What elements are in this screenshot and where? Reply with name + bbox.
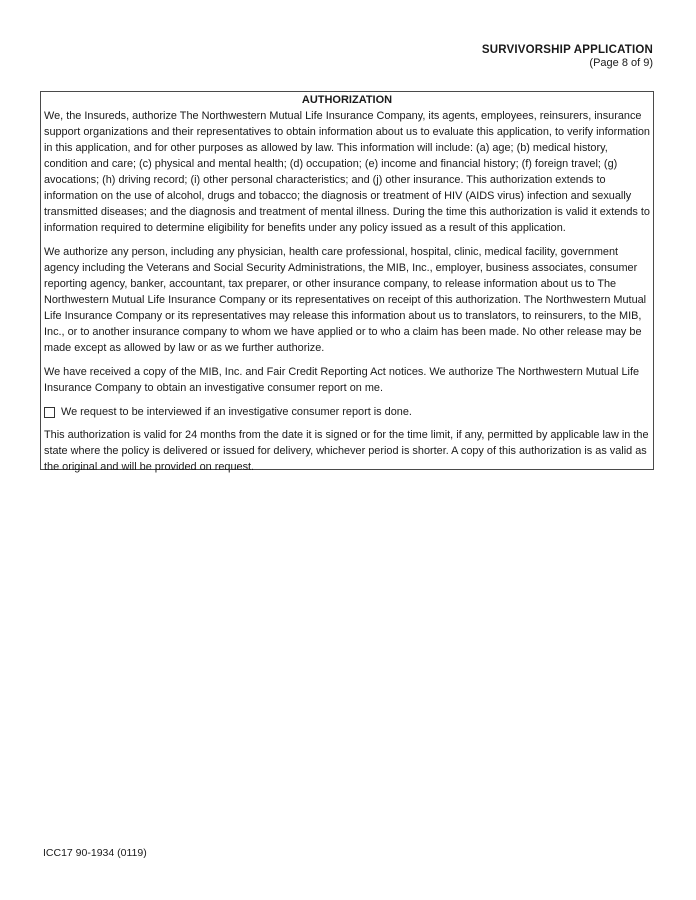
form-number: ICC17 90-1934 (0119) (43, 847, 147, 859)
application-title: SURVIVORSHIP APPLICATION (481, 44, 653, 56)
interview-request-row (44, 404, 650, 420)
interview-request-checkbox[interactable] (44, 407, 55, 418)
authorization-paragraph-2: We authorize any person, including any physician, health care professional, hospital, clinic, medical facility, government agency including the Veterans and Social Security Administrations, the MIB, Inc., employer, business associates, consumer reporting agency, banker, accountant, tax preparer, or other insurance company, to release information about us to The Northwestern Mutual Life Insurance Company or its representatives on receipt of this authorization. The Northwestern Mutual Life Insurance Company or its representatives may release this information about us to translators, to reinsurers, to the MIB, Inc., or to another insurance company to whom we have applied or to who a claim has been made. No other release may be made except as allowed by law or as we further authorize. (44, 246, 647, 354)
authorization-paragraph-3: We have received a copy of the MIB, Inc. and Fair Credit Reporting Act notices. We authorize The Northwestern Mutual Life Insurance Company to obtain an investigative consumer report on me. (44, 366, 640, 394)
page-number: (Page 8 of 9) (589, 57, 653, 69)
page-header (482, 44, 653, 70)
authorization-section (40, 91, 654, 473)
interview-request-label: We request to be interviewed if an investigative consumer report is done. (61, 406, 412, 418)
authorization-paragraph-4: This authorization is valid for 24 months from the date it is signed or for the time limit, if any, permitted by applicable law in the state where the policy is delivered or issued for delivery, whichever period is shorter. A copy of this authorization is as valid as the original and will be provided on request. (44, 429, 649, 473)
authorization-paragraph-1: We, the Insureds, authorize The Northwestern Mutual Life Insurance Company, its agents, employees, reinsurers, insurance support organizations and their representatives to obtain information about us to evaluate this application, to verify information in this application, and for other purposes as allowed by law. This information will include: (a) age; (b) medical history, condition and care; (c) physical and mental health; (d) occupation; (e) income and financial history; (f) foreign travel; (g) avocations; (h) driving record; (i) other personal characteristics; and (j) other insurance. This authorization extends to information on the use of alcohol, drugs and tobacco; the diagnosis or treatment of HIV (AIDS virus) infection and sexually transmitted diseases; and the diagnosis and treatment of mental illness. During the time this authorization is valid it extends to information required to determine eligibility for benefits under any policy issued as a result of this application. (44, 110, 650, 234)
authorization-title: AUTHORIZATION (301, 94, 393, 106)
